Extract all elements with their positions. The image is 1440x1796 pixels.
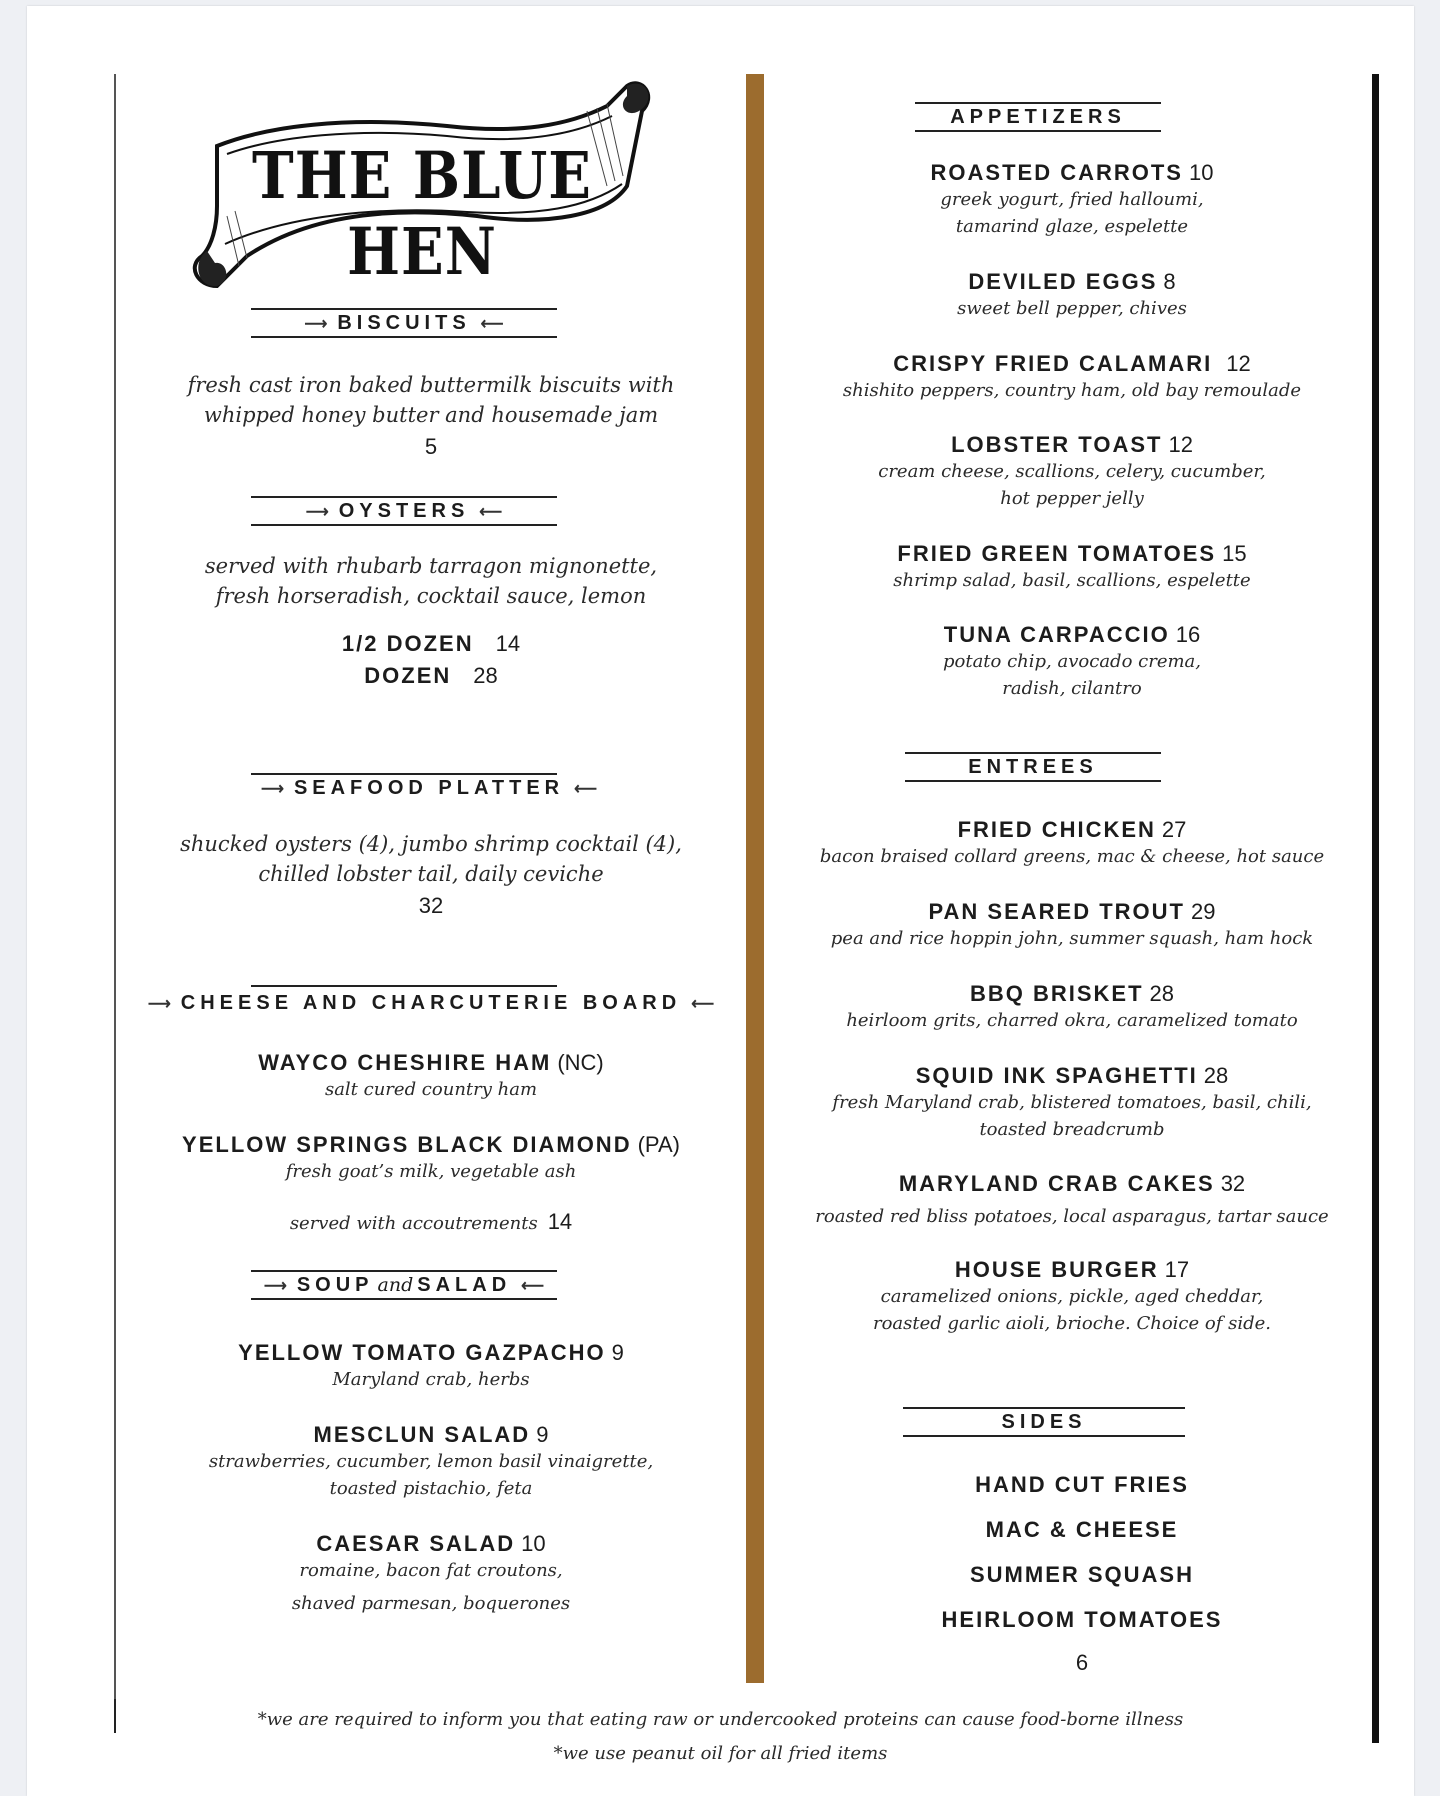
arrow-fletch-icon: ⟵	[521, 1278, 545, 1295]
appetizer-item: FRIED GREEN TOMATOES 15 shrimp salad, basil, scallions, espelette	[893, 541, 1251, 591]
arrow-fletch-icon: ⟶	[261, 781, 284, 798]
oysters-heading: ⟶ OYSTERS ⟵	[251, 496, 557, 526]
sides-heading: SIDES	[903, 1407, 1185, 1437]
left-border-rule	[114, 74, 116, 1729]
entree-item: PAN SEARED TROUT 29 pea and rice hoppin john, summer squash, ham hock	[830, 899, 1314, 949]
side-item: MAC & CHEESE	[985, 1517, 1179, 1542]
oysters-description: fresh horseradish, cocktail sauce, lemon	[215, 584, 647, 608]
arrow-fletch-icon: ⟵	[479, 504, 503, 521]
appetizer-item: TUNA CARPACCIO 16 potato chip, avocado crema, radish, cilantro	[942, 622, 1201, 699]
arrow-fletch-icon: ⟶	[147, 996, 171, 1013]
biscuits-item	[131, 370, 731, 460]
appetizer-item: DEVILED EGGS 8 sweet bell pepper, chives	[957, 269, 1187, 319]
arrow-fletch-icon: ⟶	[305, 504, 329, 521]
arrow-fletch-icon: ⟵	[480, 316, 504, 333]
oysters-description: served with rhubarb tarragon mignonette,	[204, 554, 658, 578]
biscuits-price: 5	[424, 434, 438, 459]
entree-item: BBQ BRISKET 28 heirloom grits, charred okra, caramelized tomato	[846, 981, 1298, 1031]
center-divider	[746, 74, 764, 1683]
entree-item: HOUSE BURGER 17 caramelized onions, pickle, aged cheddar, roasted garlic aioli, brioche. Choice of side.	[872, 1257, 1271, 1334]
arrow-fletch-icon: ⟵	[574, 781, 598, 798]
seafood-platter-description: chilled lobster tail, daily ceviche	[258, 862, 604, 886]
right-border-rule	[1372, 74, 1379, 1743]
entrees-heading: ENTREES	[905, 752, 1161, 782]
arrow-fletch-icon: ⟶	[304, 316, 328, 333]
seafood-platter-item	[131, 829, 731, 919]
menu-page	[27, 6, 1414, 1796]
soup-salad-heading: ⟶ SOUP and SALAD ⟵	[251, 1270, 557, 1300]
cheese-item: YELLOW SPRINGS BLACK DIAMOND (PA) fresh goat’s milk, vegetable ash	[182, 1132, 680, 1182]
soup-salad-item: CAESAR SALAD 10 romaine, bacon fat croutons, shaved parmesan, boquerones	[291, 1531, 571, 1614]
oyster-option: 1/2 DOZEN 14	[341, 631, 521, 656]
appetizer-item: ROASTED CARROTS 10 greek yogurt, fried halloumi, tamarind glaze, espelette	[930, 160, 1214, 237]
oysters-item	[131, 551, 731, 689]
biscuits-heading: ⟶ BISCUITS ⟵	[251, 308, 557, 338]
seafood-platter-heading: ⟶ SEAFOOD PLATTER ⟵	[251, 773, 557, 803]
restaurant-logo	[187, 66, 657, 306]
restaurant-name: THE BLUE HEN	[252, 138, 592, 290]
appetizers-heading: APPETIZERS	[915, 102, 1161, 132]
entree-item: FRIED CHICKEN 27 bacon braised collard greens, mac & cheese, hot sauce	[819, 817, 1325, 867]
sides-price: 6	[1075, 1650, 1089, 1675]
cheese-item: WAYCO CHESHIRE HAM (NC) salt cured country ham	[258, 1050, 604, 1100]
seafood-platter-price: 32	[418, 893, 444, 918]
soup-salad-item: MESCLUN SALAD 9 strawberries, cucumber, lemon basil vinaigrette, toasted pistachio, feta	[208, 1422, 654, 1499]
appetizer-item: CRISPY FRIED CALAMARI 12 shishito peppers, country ham, old bay remoulade	[842, 351, 1302, 401]
appetizer-item: LOBSTER TOAST 12 cream cheese, scallions, celery, cucumber, hot pepper jelly	[878, 432, 1266, 509]
biscuits-description: fresh cast iron baked buttermilk biscuits with	[187, 373, 675, 397]
cheese-board-title: ⟶ CHEESE AND CHARCUTERIE BOARD ⟵	[147, 992, 715, 1014]
sides-list	[817, 1462, 1347, 1676]
seafood-platter-description: shucked oysters (4), jumbo shrimp cocktail (4),	[180, 832, 682, 856]
side-item: HEIRLOOM TOMATOES	[941, 1607, 1223, 1632]
side-item: SUMMER SQUASH	[969, 1562, 1194, 1587]
side-item: HAND CUT FRIES	[975, 1472, 1189, 1497]
oyster-option: DOZEN 28	[364, 663, 498, 688]
peanut-oil-note: *we use peanut oil for all fried items	[553, 1743, 888, 1764]
arrow-fletch-icon: ⟶	[263, 1278, 287, 1295]
entree-item: MARYLAND CRAB CAKES 32 roasted red bliss potatoes, local asparagus, tartar sauce	[815, 1171, 1329, 1227]
arrow-fletch-icon: ⟵	[691, 996, 715, 1013]
entree-item: SQUID INK SPAGHETTI 28 fresh Maryland crab, blistered tomatoes, basil, chili, toasted breadcrumb	[832, 1063, 1312, 1140]
raw-food-warning: *we are required to inform you that eating raw or undercooked proteins can cause food-borne illness	[257, 1709, 1184, 1730]
soup-salad-item: YELLOW TOMATO GAZPACHO 9 Maryland crab, herbs	[238, 1340, 624, 1390]
cheese-served-with: served with accoutrements 14	[289, 1209, 573, 1234]
biscuits-description: whipped honey butter and housemade jam	[203, 403, 659, 427]
